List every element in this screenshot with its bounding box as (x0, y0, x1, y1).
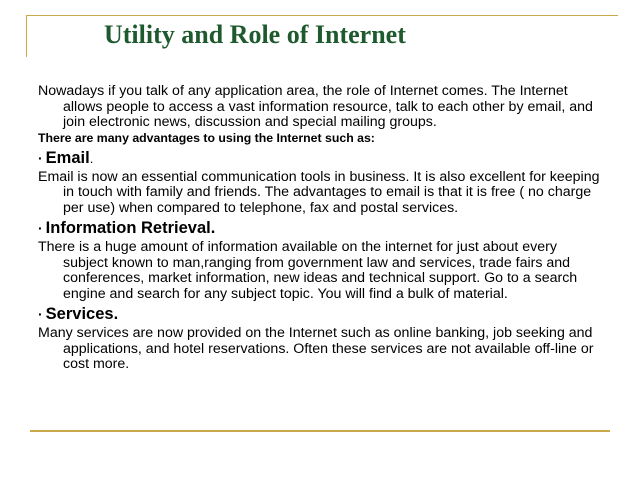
bottom-rule (30, 430, 610, 432)
bullet-icon: · (38, 220, 43, 236)
email-paragraph: Email is now an essential communication tools in business. It is also excellent for keeping in touch with family and friends. The advantages to email is that it is free ( no charge per use) when compared to telephone, fax and postal services. (38, 168, 600, 216)
intro-paragraph: Nowadays if you talk of any application area, the role of Internet comes. The Internet allows people to access a vast information resource, talk to each other by email, and join electronic news, discussion and special mailing groups. (38, 83, 593, 130)
slide-title: Utility and Role of Internet (104, 20, 406, 49)
bullet-icon: · (38, 149, 43, 166)
services-paragraph: Many services are now provided on the Internet such as online banking, job seeking and applications, and hotel reservations. Often these services are not available off-line or cost more. (38, 325, 594, 372)
advantages-lead: There are many advantages to using the Internet such as: (38, 130, 375, 145)
section-heading-text: Information Retrieval. (45, 219, 216, 237)
section-heading-text: Email (45, 148, 90, 167)
left-rule (26, 15, 27, 57)
heading-suffix: . (89, 150, 94, 166)
section-heading-services (38, 305, 603, 324)
information-retrieval-paragraph: There is a huge amount of information available on the internet for just about every subject known to man,ranging from government law and services, trade fairs and conferences, market information, new ideas and technical support. Go to a search engine and search for any subject topic. You will find a bulk of material. (38, 239, 578, 302)
top-rule (26, 15, 618, 16)
section-heading-email (38, 149, 603, 168)
section-heading-text: Services. (45, 305, 119, 323)
section-heading-information-retrieval (38, 219, 603, 238)
slide-body (38, 84, 603, 373)
bullet-icon: · (38, 306, 43, 322)
